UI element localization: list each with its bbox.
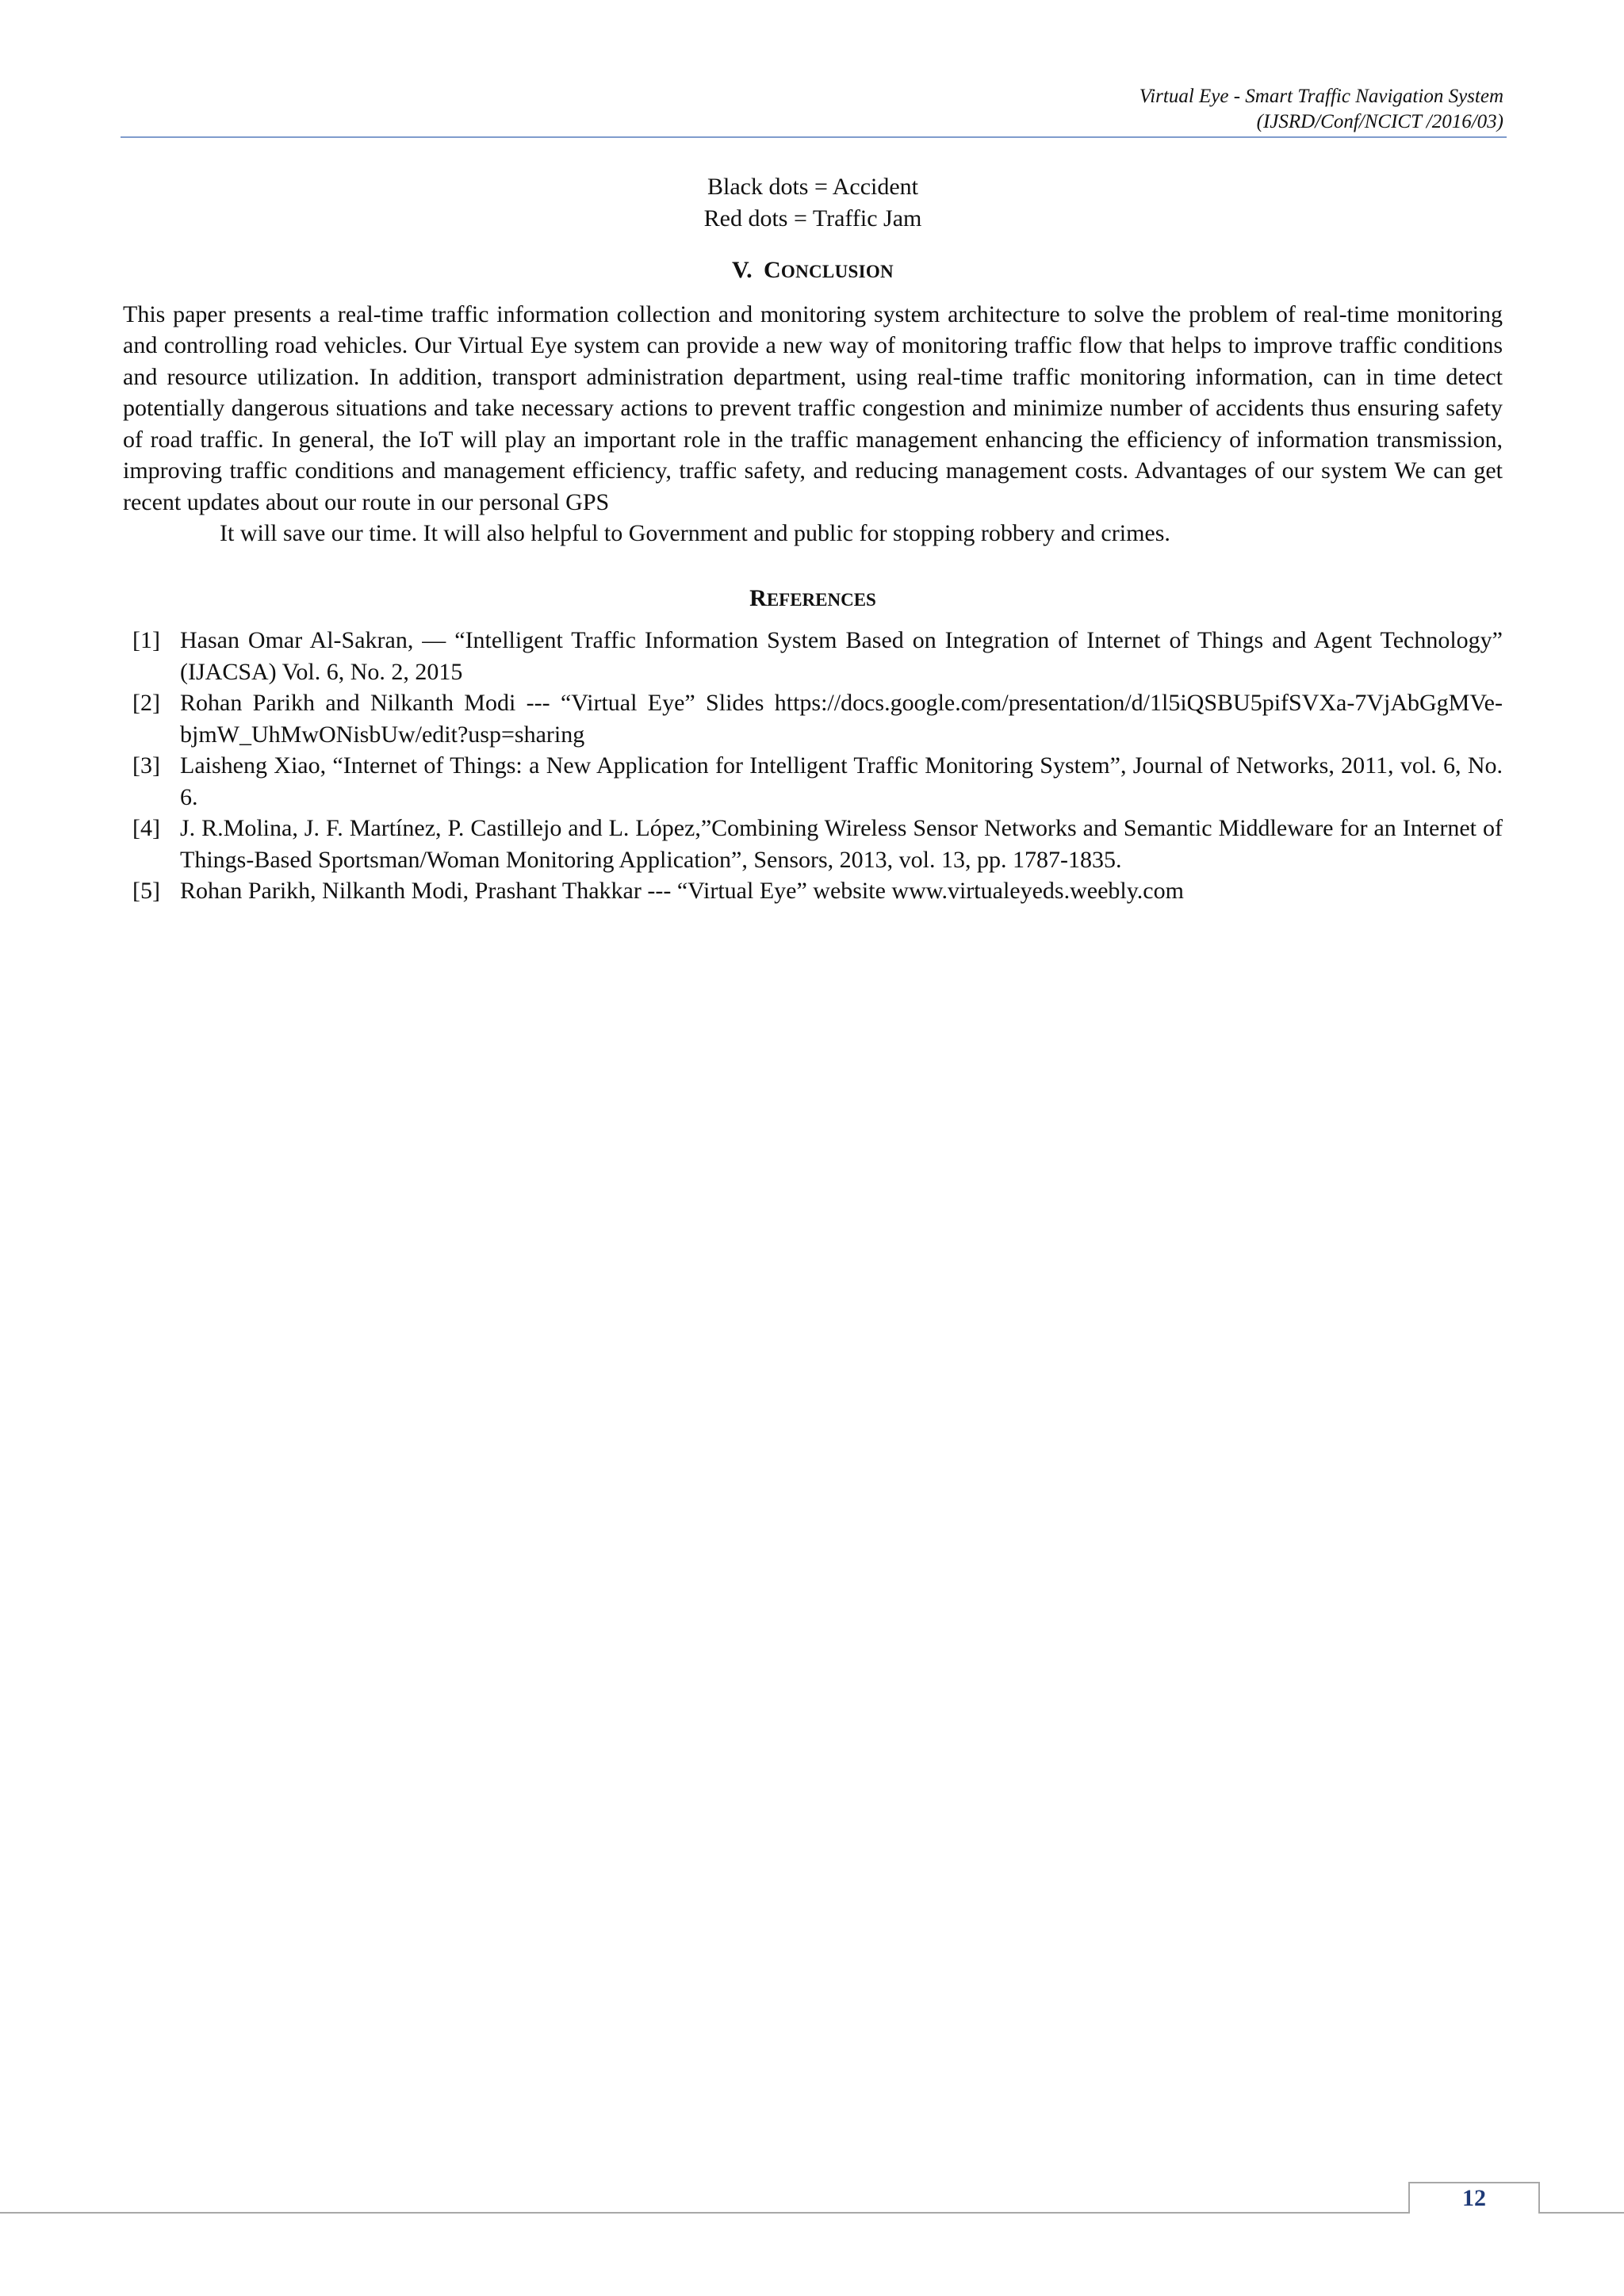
reference-number: [2] (132, 690, 160, 716)
section-number: V. (732, 257, 753, 283)
reference-text: Laisheng Xiao, “Internet of Things: a New Application for Intelligent Traffic Monitoring System”, Journal of Networks, 2011, vol. 6, No. 6. (180, 752, 1503, 810)
reference-number: [3] (132, 752, 160, 779)
section-title-rest: ONCLUSION (780, 262, 894, 281)
references-heading (123, 583, 1503, 616)
reference-text: Hasan Omar Al-Sakran, ― “Intelligent Traffic Information System Based on Integration of Internet of Things and Agent Technology” (IJACSA) Vol. 6, No. 2, 2015 (180, 627, 1503, 685)
footer-divider (0, 2212, 1624, 2214)
reference-number: [4] (132, 815, 160, 841)
reference-item (123, 687, 1503, 750)
legend-black-dots: Black dots = Accident (707, 174, 919, 200)
reference-item (123, 625, 1503, 687)
reference-number: [5] (132, 878, 160, 904)
reference-text: Rohan Parikh, Nilkanth Modi, Prashant Thakkar --- “Virtual Eye” website www.virtualeyeds.weebly.com (180, 878, 1184, 904)
reference-item (123, 750, 1503, 813)
reference-item (123, 813, 1503, 875)
header-conference-id: (IJSRD/Conf/NCICT /2016/03) (1256, 111, 1503, 132)
reference-item (123, 875, 1503, 907)
references-title-initial: R (749, 584, 767, 611)
conclusion-paragraph: This paper presents a real-time traffic information collection and monitoring system architecture to solve the problem of real-time monitoring and controlling road vehicles. Our Virtual Eye system can provide a new way of monitoring traffic flow that helps to improve traffic conditions and resource utilization. In addition, transport administration department, using real-time traffic monitoring information, can in time detect potentially dangerous situations and take necessary actions to prevent traffic congestion and minimize number of accidents thus ensuring safety of road traffic. In general, the IoT will play an important role in the traffic management enhancing the efficiency of information transmission, improving traffic conditions and management efficiency, traffic safety, and reducing management costs. Advantages of our system We can get recent updates about our route in our personal GPS (123, 300, 1503, 515)
reference-list (123, 625, 1503, 907)
section-title-initial: C (763, 257, 781, 283)
header-title: Virtual Eye - Smart Traffic Navigation System (1139, 86, 1503, 107)
conclusion-paragraph-2: It will save our time. It will also helpful to Government and public for stopping robbery and crimes. (220, 520, 1170, 546)
header-divider (121, 136, 1507, 138)
reference-text: Rohan Parikh and Nilkanth Modi --- “Virtual Eye” Slides https://docs.google.com/presentation/d/1l5iQSBU5pifSVXa-7VjAbGgMVe-bjmW_UhMwONisbUw/edit?usp=sharing (180, 690, 1503, 748)
page-body (123, 171, 1503, 907)
running-header (1139, 84, 1503, 135)
page-number: 12 (1462, 2185, 1486, 2211)
conclusion-heading (123, 254, 1503, 288)
reference-text: J. R.Molina, J. F. Martínez, P. Castillejo and L. López,”Combining Wireless Sensor Networks and Semantic Middleware for an Internet of Things-Based Sportsman/Woman Monitoring Application”, Sensors, 2013, vol. 13, pp. 1787-1835. (180, 815, 1503, 873)
reference-number: [1] (132, 627, 160, 653)
references-title-rest: EFERENCES (766, 589, 876, 610)
legend-red-dots: Red dots = Traffic Jam (703, 205, 922, 232)
